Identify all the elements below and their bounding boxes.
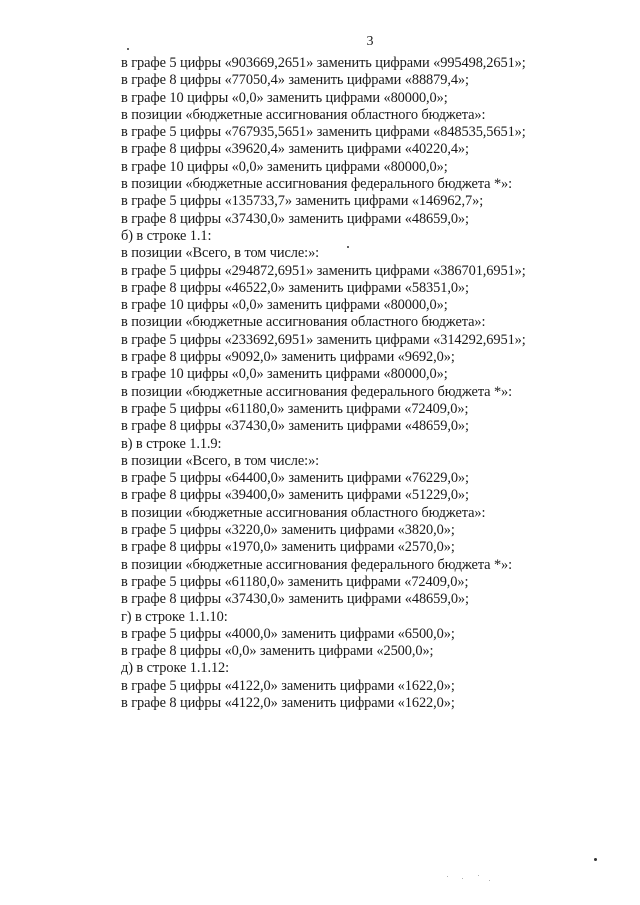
scan-speck bbox=[594, 858, 597, 861]
text-line: в графе 5 цифры «767935,5651» заменить цифрами «848535,5651»; bbox=[121, 124, 526, 141]
text-line: в графе 10 цифры «0,0» заменить цифрами «80000,0»; bbox=[121, 158, 448, 175]
text-line: в графе 8 цифры «1970,0» заменить цифрами «2570,0»; bbox=[121, 539, 455, 556]
text-line: д) в строке 1.1.12: bbox=[121, 660, 230, 677]
text-line: в позиции «бюджетные ассигнования областного бюджета»: bbox=[121, 314, 486, 331]
text-line: в графе 8 цифры «37430,0» заменить цифрами «48659,0»; bbox=[121, 418, 469, 435]
text-line: в графе 8 цифры «37430,0» заменить цифрами «48659,0»; bbox=[121, 210, 469, 227]
text-line: в графе 8 цифры «37430,0» заменить цифрами «48659,0»; bbox=[121, 591, 469, 608]
text-line: б) в строке 1.1: bbox=[121, 227, 212, 244]
text-line: в графе 8 цифры «39400,0» заменить цифрами «51229,0»; bbox=[121, 487, 469, 504]
text-line: в графе 5 цифры «294872,6951» заменить цифрами «386701,6951»; bbox=[121, 262, 526, 279]
scan-speck bbox=[478, 875, 479, 876]
amendment-lines bbox=[121, 55, 526, 712]
text-line: в позиции «Всего, в том числе:»: bbox=[121, 245, 320, 262]
text-line: в позиции «бюджетные ассигнования областного бюджета»: bbox=[121, 504, 486, 521]
text-line: в графе 8 цифры «9092,0» заменить цифрами «9692,0»; bbox=[121, 349, 455, 366]
text-line: в) в строке 1.1.9: bbox=[121, 435, 222, 452]
text-line: в графе 5 цифры «233692,6951» заменить цифрами «314292,6951»; bbox=[121, 331, 526, 348]
text-line: в графе 8 цифры «4122,0» заменить цифрами «1622,0»; bbox=[121, 694, 455, 711]
scan-speck bbox=[347, 246, 349, 248]
text-line: в графе 8 цифры «39620,4» заменить цифрами «40220,4»; bbox=[121, 141, 469, 158]
text-line: в графе 5 цифры «135733,7» заменить цифрами «146962,7»; bbox=[121, 193, 484, 210]
text-line: в графе 5 цифры «3220,0» заменить цифрами «3820,0»; bbox=[121, 522, 455, 539]
scan-speck bbox=[447, 876, 448, 877]
text-line: в позиции «бюджетные ассигнования областного бюджета»: bbox=[121, 106, 486, 123]
text-line: в графе 8 цифры «77050,4» заменить цифрами «88879,4»; bbox=[121, 72, 469, 89]
scan-speck bbox=[127, 48, 129, 50]
text-line: в графе 10 цифры «0,0» заменить цифрами «80000,0»; bbox=[121, 297, 448, 314]
text-line: в графе 10 цифры «0,0» заменить цифрами «80000,0»; bbox=[121, 366, 448, 383]
text-line: в графе 10 цифры «0,0» заменить цифрами «80000,0»; bbox=[121, 89, 448, 106]
text-line: в графе 8 цифры «46522,0» заменить цифрами «58351,0»; bbox=[121, 279, 469, 296]
text-line: в графе 5 цифры «903669,2651» заменить цифрами «995498,2651»; bbox=[121, 55, 526, 71]
text-line: в графе 5 цифры «64400,0» заменить цифрами «76229,0»; bbox=[121, 470, 469, 487]
text-line: в позиции «бюджетные ассигнования федерального бюджета *»: bbox=[121, 176, 513, 193]
text-line: в позиции «бюджетные ассигнования федерального бюджета *»: bbox=[121, 383, 513, 400]
text-line: в графе 5 цифры «61180,0» заменить цифрами «72409,0»; bbox=[121, 573, 469, 590]
text-line: в графе 5 цифры «4122,0» заменить цифрами «1622,0»; bbox=[121, 677, 455, 694]
text-line: г) в строке 1.1.10: bbox=[121, 608, 228, 625]
text-line: в позиции «Всего, в том числе:»: bbox=[121, 452, 320, 469]
text-line: в графе 5 цифры «4000,0» заменить цифрами «6500,0»; bbox=[121, 625, 455, 642]
text-line: в графе 5 цифры «61180,0» заменить цифрами «72409,0»; bbox=[121, 400, 469, 417]
page-number: 3 bbox=[366, 34, 374, 49]
text-line: в позиции «бюджетные ассигнования федерального бюджета *»: bbox=[121, 556, 513, 573]
scan-speck bbox=[462, 878, 463, 879]
scan-speck bbox=[489, 880, 490, 881]
text-line: в графе 8 цифры «0,0» заменить цифрами «2500,0»; bbox=[121, 643, 434, 660]
